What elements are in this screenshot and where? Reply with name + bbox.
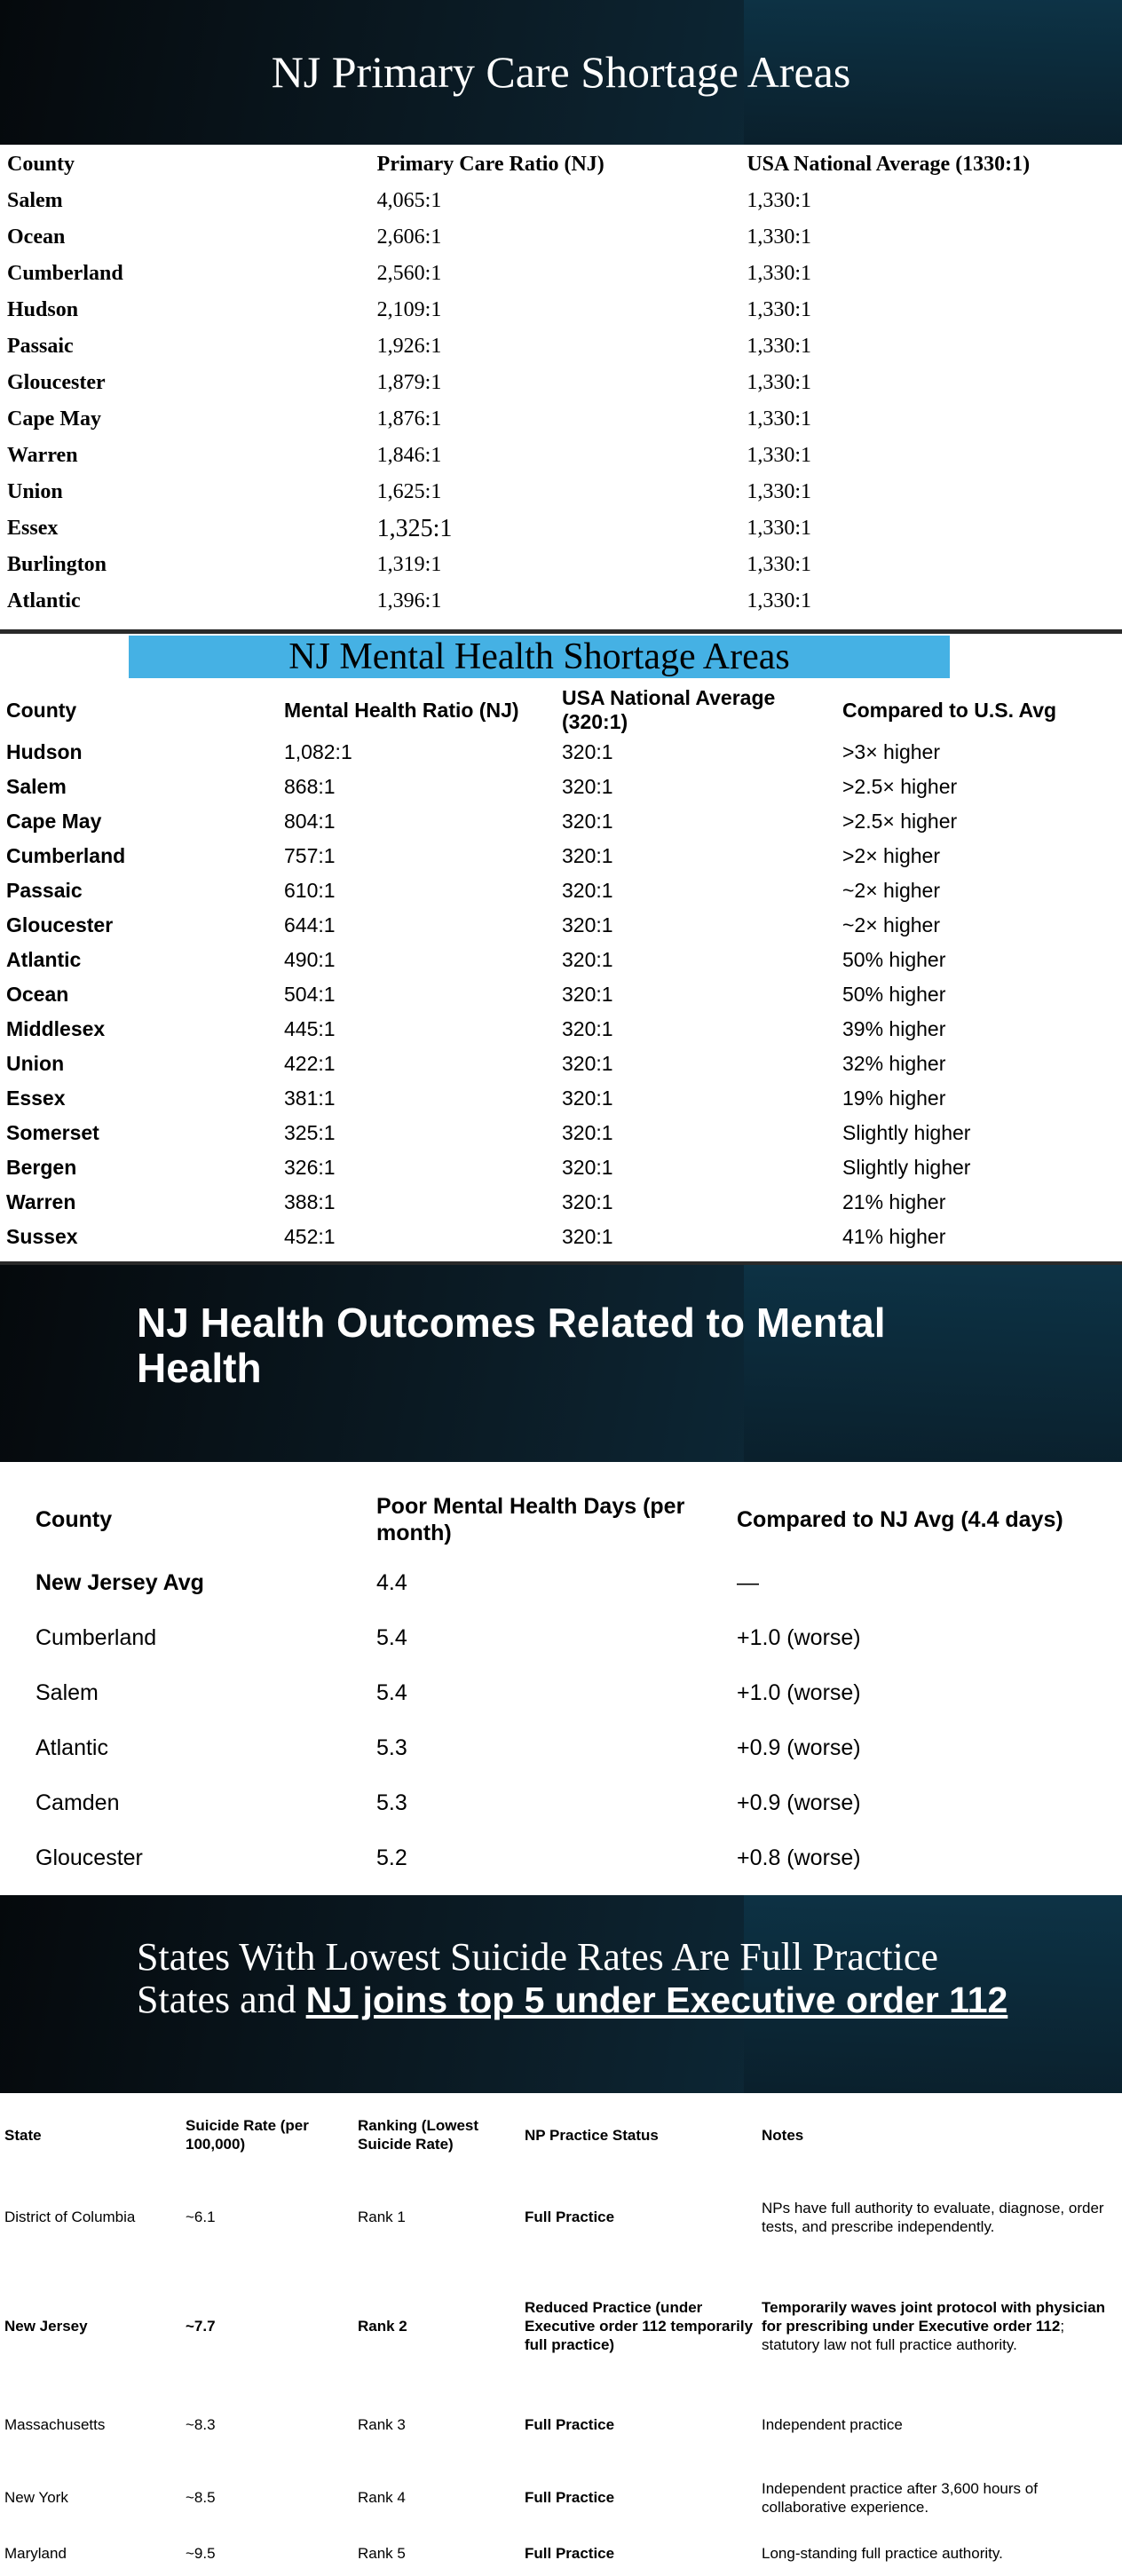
table-cell: 1,330:1 xyxy=(747,262,811,285)
column-header: State xyxy=(4,2126,42,2144)
table-cell: Atlantic xyxy=(36,1734,108,1760)
table-cell: 320:1 xyxy=(562,1225,613,1248)
column-header: Mental Health Ratio (NJ) xyxy=(284,698,519,722)
table-cell: 2,109:1 xyxy=(376,298,442,321)
table-row xyxy=(6,839,1116,873)
table-row xyxy=(6,1185,1116,1220)
mental-health-title: NJ Mental Health Shortage Areas xyxy=(129,636,950,678)
table-cell-rate: ~8.5 xyxy=(186,2489,216,2506)
table-cell: Atlantic xyxy=(7,589,81,612)
table-cell: 325:1 xyxy=(284,1121,336,1144)
table-cell: 1,330:1 xyxy=(747,444,811,467)
table-row xyxy=(4,2166,1118,2268)
table-cell: Salem xyxy=(7,189,63,212)
table-cell: >2× higher xyxy=(842,844,940,867)
table-row xyxy=(6,943,1116,977)
table-cell-state: District of Columbia xyxy=(4,2209,136,2225)
table-cell: 1,319:1 xyxy=(376,553,442,576)
table-cell: 1,330:1 xyxy=(747,517,811,540)
table-cell: 1,325:1 xyxy=(376,514,453,542)
outcomes-title: NJ Health Outcomes Related to Mental Health xyxy=(137,1300,886,1391)
table-row xyxy=(6,804,1116,839)
table-cell: Slightly higher xyxy=(842,1121,971,1144)
table-cell: Essex xyxy=(6,1087,66,1110)
table-cell: 320:1 xyxy=(562,1156,613,1179)
table-cell: 50% higher xyxy=(842,983,946,1006)
table-cell: 320:1 xyxy=(562,1121,613,1144)
table-row xyxy=(6,770,1116,804)
table-row xyxy=(7,438,1117,474)
table-cell: Cumberland xyxy=(6,844,126,867)
table-cell: Camden xyxy=(36,1790,120,1815)
table-cell: Slightly higher xyxy=(842,1156,971,1179)
table-cell: 2,560:1 xyxy=(376,262,442,285)
table-cell: 320:1 xyxy=(562,1190,613,1213)
table-cell: 1,330:1 xyxy=(747,480,811,503)
suicide-title: States With Lowest Suicide Rates Are Full Practice States and NJ joins top 5 under Executive order 112 xyxy=(137,1935,1008,2021)
suicide-header xyxy=(0,1895,1122,2093)
table-cell: Salem xyxy=(6,775,67,798)
table-row xyxy=(6,1047,1116,1081)
table-cell-state: Maryland xyxy=(4,2544,67,2562)
table-cell: — xyxy=(737,1569,759,1595)
table-cell-state: Massachusetts xyxy=(4,2415,106,2433)
table-row xyxy=(36,1555,1118,1610)
table-cell: 804:1 xyxy=(284,810,336,833)
table-cell-rank: Rank 5 xyxy=(358,2544,406,2562)
table-row xyxy=(4,2530,1118,2576)
table-cell: Burlington xyxy=(7,553,107,576)
table-cell-status: Full Practice xyxy=(525,2489,615,2506)
column-header: Compared to NJ Avg (4.4 days) xyxy=(737,1507,1063,1532)
column-header: County xyxy=(7,153,75,176)
table-cell: Atlantic xyxy=(6,948,82,971)
table-cell: Cumberland xyxy=(7,262,123,285)
notes-text: ; statutory law not full practice authority. xyxy=(762,2317,1065,2353)
table-cell: 5.2 xyxy=(376,1845,407,1870)
table-cell: 320:1 xyxy=(562,983,613,1006)
column-header: USA National Average (1330:1) xyxy=(747,153,1031,176)
table-row xyxy=(6,735,1116,770)
column-header: County xyxy=(36,1507,113,1532)
table-cell: 490:1 xyxy=(284,948,336,971)
table-cell: 644:1 xyxy=(284,913,336,936)
table-cell: Gloucester xyxy=(7,371,106,394)
table-cell: Hudson xyxy=(6,740,83,763)
table-cell: 21% higher xyxy=(842,1190,946,1213)
table-row xyxy=(7,510,1117,547)
table-cell: 4.4 xyxy=(376,1569,407,1595)
table-cell: 1,396:1 xyxy=(376,589,442,612)
table-row xyxy=(7,328,1117,365)
table-row xyxy=(36,1775,1118,1830)
table-cell: 452:1 xyxy=(284,1225,336,1248)
table-cell: 1,625:1 xyxy=(376,480,442,503)
primary-care-header xyxy=(0,0,1122,145)
table-cell-notes xyxy=(762,2530,1118,2576)
column-header: Notes xyxy=(762,2126,804,2144)
mental-health-table xyxy=(6,685,1116,1254)
table-cell: Salem xyxy=(36,1679,99,1705)
table-cell: >2.5× higher xyxy=(842,775,958,798)
primary-care-table xyxy=(7,146,1117,620)
table-row xyxy=(6,1012,1116,1047)
table-cell-rank: Rank 3 xyxy=(358,2415,406,2433)
table-row xyxy=(36,1665,1118,1720)
table-cell: 610:1 xyxy=(284,879,336,902)
table-cell: 757:1 xyxy=(284,844,336,867)
table-row xyxy=(4,2465,1118,2530)
table-cell: +0.8 (worse) xyxy=(737,1845,861,1870)
table-cell-rate: ~9.5 xyxy=(186,2544,216,2562)
column-header: Primary Care Ratio (NJ) xyxy=(376,153,604,176)
table-cell: Warren xyxy=(6,1190,76,1213)
table-row xyxy=(7,365,1117,401)
outcomes-table xyxy=(36,1484,1118,1885)
table-cell: Ocean xyxy=(6,983,69,1006)
table-cell-rank: Rank 1 xyxy=(358,2209,406,2225)
table-row xyxy=(6,1081,1116,1116)
table-cell: 39% higher xyxy=(842,1017,946,1040)
table-row xyxy=(36,1830,1118,1885)
outcomes-header xyxy=(0,1265,1122,1462)
primary-care-title: NJ Primary Care Shortage Areas xyxy=(271,47,851,97)
table-cell: 388:1 xyxy=(284,1190,336,1213)
notes-text: Independent practice after 3,600 hours of collaborative experience. xyxy=(762,2479,1038,2516)
table-cell-notes xyxy=(762,2383,1118,2465)
table-cell: 1,330:1 xyxy=(747,225,811,249)
table-cell: 445:1 xyxy=(284,1017,336,1040)
table-cell-rank: Rank 4 xyxy=(358,2489,406,2506)
column-header: NP Practice Status xyxy=(525,2126,659,2144)
table-cell: 320:1 xyxy=(562,1087,613,1110)
table-cell: 1,876:1 xyxy=(376,407,442,431)
table-cell: Somerset xyxy=(6,1121,99,1144)
table-cell: Cape May xyxy=(6,810,102,833)
table-cell: 41% higher xyxy=(842,1225,946,1248)
table-row xyxy=(6,873,1116,908)
table-cell: +1.0 (worse) xyxy=(737,1679,861,1705)
table-cell: 381:1 xyxy=(284,1087,336,1110)
table-cell: ~2× higher xyxy=(842,879,940,902)
table-cell: 422:1 xyxy=(284,1052,336,1075)
table-cell: Passaic xyxy=(6,879,83,902)
table-cell: 1,082:1 xyxy=(284,740,352,763)
table-cell: 320:1 xyxy=(562,740,613,763)
table-row xyxy=(7,183,1117,219)
table-cell: 5.3 xyxy=(376,1790,407,1815)
table-cell: Hudson xyxy=(7,298,79,321)
column-header: USA National Average (320:1) xyxy=(562,686,776,733)
table-cell: 320:1 xyxy=(562,775,613,798)
table-cell: Essex xyxy=(7,517,59,540)
table-cell: Cape May xyxy=(7,407,101,431)
table-cell-rank: Rank 2 xyxy=(358,2317,407,2335)
table-cell: 1,330:1 xyxy=(747,298,811,321)
table-row xyxy=(7,583,1117,620)
table-cell: 1,846:1 xyxy=(376,444,442,467)
table-cell: 326:1 xyxy=(284,1156,336,1179)
table-cell-state: New York xyxy=(4,2489,68,2506)
table-cell: 1,879:1 xyxy=(376,371,442,394)
table-cell: 1,330:1 xyxy=(747,589,811,612)
table-cell: 504:1 xyxy=(284,983,336,1006)
table-cell: 5.4 xyxy=(376,1624,407,1650)
table-row xyxy=(6,1150,1116,1185)
table-cell: 320:1 xyxy=(562,1052,613,1075)
table-cell: 4,065:1 xyxy=(376,189,442,212)
table-cell: 1,330:1 xyxy=(747,335,811,358)
table-row xyxy=(6,1220,1116,1254)
table-cell: Gloucester xyxy=(36,1845,143,1870)
table-cell: 1,330:1 xyxy=(747,189,811,212)
notes-text: Independent practice xyxy=(762,2415,903,2433)
table-cell: Union xyxy=(6,1052,65,1075)
table-row xyxy=(36,1610,1118,1665)
table-cell: 320:1 xyxy=(562,810,613,833)
table-cell: +0.9 (worse) xyxy=(737,1734,861,1760)
table-cell: 5.4 xyxy=(376,1679,407,1705)
table-cell: 50% higher xyxy=(842,948,946,971)
table-cell: 1,330:1 xyxy=(747,407,811,431)
table-cell: 320:1 xyxy=(562,913,613,936)
table-cell: 320:1 xyxy=(562,879,613,902)
table-cell: 32% higher xyxy=(842,1052,946,1075)
column-header: Suicide Rate (per 100,000) xyxy=(186,2117,309,2153)
table-cell: 320:1 xyxy=(562,844,613,867)
table-row xyxy=(7,547,1117,583)
table-cell: >2.5× higher xyxy=(842,810,958,833)
table-cell-status: Full Practice xyxy=(525,2544,615,2562)
table-cell-rate: ~7.7 xyxy=(186,2317,216,2335)
table-cell: 19% higher xyxy=(842,1087,946,1110)
table-row xyxy=(4,2383,1118,2465)
table-cell: New Jersey Avg xyxy=(36,1569,204,1595)
column-header: Ranking (Lowest Suicide Rate) xyxy=(358,2117,479,2153)
table-cell-notes xyxy=(762,2166,1118,2268)
table-cell: Cumberland xyxy=(36,1624,157,1650)
table-cell: 1,330:1 xyxy=(747,371,811,394)
notes-text: NPs have full authority to evaluate, diagnose, order tests, and prescribe independently. xyxy=(762,2199,1104,2235)
suicide-title-emphasis: NJ joins top 5 under Executive order 112 xyxy=(305,1979,1008,2020)
table-cell-rate: ~6.1 xyxy=(186,2209,216,2225)
table-row xyxy=(7,256,1117,292)
table-cell: Warren xyxy=(7,444,78,467)
table-cell: 1,926:1 xyxy=(376,335,442,358)
table-cell: ~2× higher xyxy=(842,913,940,936)
table-cell: +1.0 (worse) xyxy=(737,1624,861,1650)
table-row xyxy=(6,908,1116,943)
table-cell: Ocean xyxy=(7,225,66,249)
table-cell: Gloucester xyxy=(6,913,114,936)
table-cell: 1,330:1 xyxy=(747,553,811,576)
table-cell-status: Full Practice xyxy=(525,2415,615,2433)
column-header: Poor Mental Health Days (per month) xyxy=(376,1494,685,1545)
table-cell: 320:1 xyxy=(562,948,613,971)
table-row xyxy=(7,292,1117,328)
table-cell: >3× higher xyxy=(842,740,940,763)
section-divider xyxy=(0,629,1122,634)
table-row xyxy=(36,1720,1118,1775)
table-cell: 320:1 xyxy=(562,1017,613,1040)
column-header: Compared to U.S. Avg xyxy=(842,698,1057,722)
table-row xyxy=(7,474,1117,510)
table-cell: Bergen xyxy=(6,1156,77,1179)
table-cell-state: New Jersey xyxy=(4,2317,88,2335)
table-cell: Sussex xyxy=(6,1225,78,1248)
table-row xyxy=(6,977,1116,1012)
table-cell-status: Reduced Practice (under Executive order 112 temporarily full practice) xyxy=(525,2298,754,2353)
table-cell-notes xyxy=(762,2268,1118,2383)
table-cell: Union xyxy=(7,480,63,503)
table-cell: +0.9 (worse) xyxy=(737,1790,861,1815)
table-cell-rate: ~8.3 xyxy=(186,2415,216,2433)
table-cell: Passaic xyxy=(7,335,74,358)
suicide-table xyxy=(4,2104,1118,2576)
table-cell-status: Full Practice xyxy=(525,2209,615,2225)
table-cell: 5.3 xyxy=(376,1734,407,1760)
table-cell: Middlesex xyxy=(6,1017,106,1040)
table-row xyxy=(7,219,1117,256)
notes-text: Long-standing full practice authority. xyxy=(762,2544,1003,2562)
table-row xyxy=(7,401,1117,438)
column-header: County xyxy=(6,698,77,722)
table-cell-notes xyxy=(762,2465,1118,2530)
notes-emphasis: Temporarily waves joint protocol with physician for prescribing under Executive order 112 xyxy=(762,2298,1105,2335)
table-row xyxy=(4,2268,1118,2383)
table-cell: 868:1 xyxy=(284,775,336,798)
table-row xyxy=(6,1116,1116,1150)
table-cell: 2,606:1 xyxy=(376,225,442,249)
